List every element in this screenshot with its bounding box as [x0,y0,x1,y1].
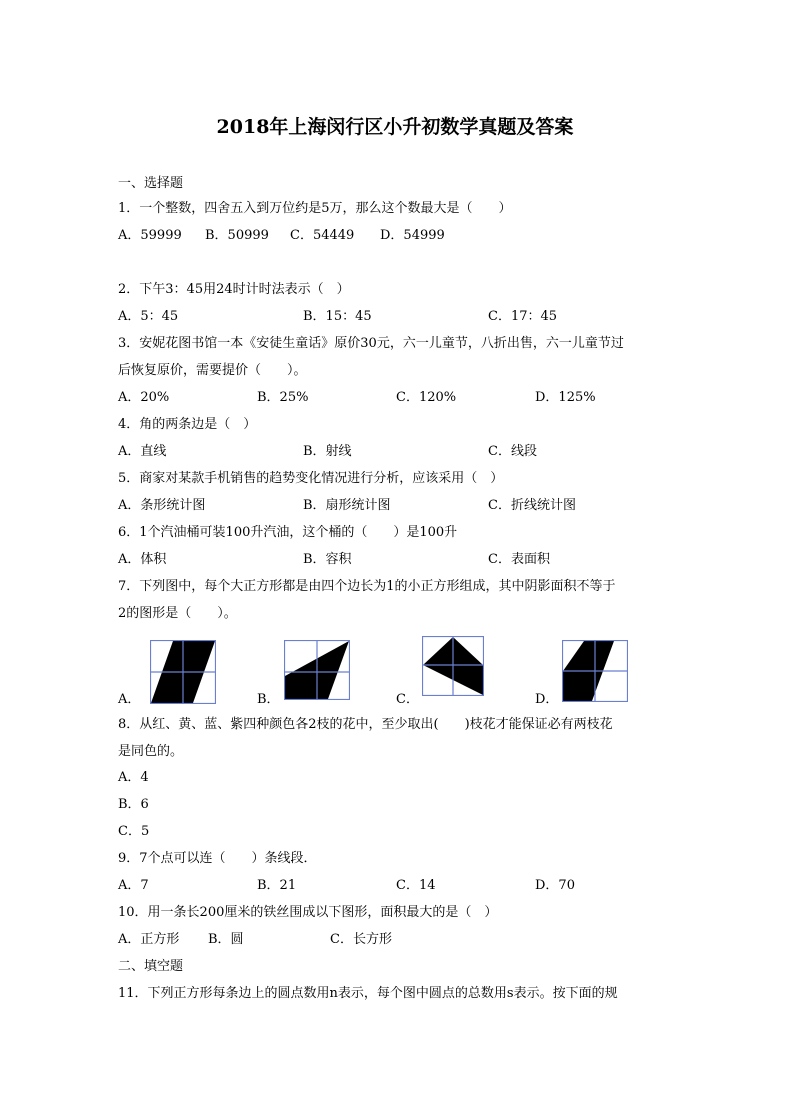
q5-option-a: A．条形统计图 [118,498,206,513]
question-5: 5．商家对某款手机销售的趋势变化情况进行分析，应该采用（ ） [118,471,504,486]
q3-option-b: B．25% [257,390,309,405]
question-4: 4．角的两条边是（ ） [118,417,257,432]
q2-option-c: C．17：45 [488,309,558,324]
q4-option-b: B．射线 [303,444,352,459]
question-7-line1: 7．下列图中，每个大正方形都是由四个边长为1的小正方形组成，其中阴影面积不等于 [118,579,616,594]
section-heading-fill: 二、填空题 [118,959,184,974]
q2-option-a: A．5：45 [118,309,179,324]
page-title: 2018年上海闵行区小升初数学真题及答案 [216,116,574,138]
q4-option-c: C．线段 [488,444,537,459]
section-heading-choice: 一、选择题 [118,176,184,191]
q1-option-a: A．59999 [118,228,182,243]
question-3-line2: 后恢复原价，需要提价（ ）。 [118,363,307,378]
q2-option-b: B．15：45 [303,309,372,324]
q9-option-c: C．14 [396,878,436,893]
question-6: 6．1个汽油桶可装100升汽油，这个桶的（ ）是100升 [118,525,458,540]
question-1: 1．一个整数，四舍五入到万位约是5万，那么这个数最大是（ ） [118,201,512,216]
question-11: 11．下列正方形每条边上的圆点数用n表示，每个图中圆点的总数用s表示。按下面的规 [118,986,618,1001]
q10-option-a: A．正方形 [118,932,180,947]
question-2: 2．下午3：45用24时计时法表示（ ） [118,282,350,297]
q7-option-a: A． [118,692,141,707]
q5-option-c: C．折线统计图 [488,498,576,513]
question-8-line1: 8．从红、黄、蓝、紫四种颜色各2枝的花中，至少取出( )枝花才能保证必有两枝花 [118,717,613,732]
q10-option-c: C．长方形 [330,932,392,947]
question-9: 9．7个点可以连（ ）条线段． [118,851,317,866]
q3-option-a: A．20% [118,390,170,405]
question-10: 10．用一条长200厘米的铁丝围成以下图形，面积最大的是（ ） [118,905,498,920]
q1-option-c: C．54449 [290,228,355,243]
q7-figure-c [422,636,484,696]
q9-option-b: B．21 [257,878,297,893]
q7-option-c: C． [396,692,419,707]
q1-option-b: B．50999 [205,228,269,243]
q7-option-b: B． [257,692,280,707]
q9-option-d: D．70 [535,878,575,893]
q10-option-b: B．圆 [208,932,244,947]
q7-figure-a [150,640,216,704]
q9-option-a: A．7 [118,878,149,893]
q7-option-d: D． [535,692,559,707]
q3-option-d: D．125% [535,390,596,405]
q1-option-d: D．54999 [380,228,445,243]
q7-figure-d [562,640,628,702]
q6-option-b: B．容积 [303,552,352,567]
q3-option-c: C．120% [396,390,457,405]
q7-figure-b [284,640,350,700]
q6-option-c: C．表面积 [488,552,550,567]
q8-option-b: B．6 [118,797,149,812]
question-3-line1: 3．安妮花图书馆一本《安徒生童话》原价30元，六一儿童节，八折出售，六一儿童节过 [118,336,624,351]
q8-option-a: A．4 [118,770,149,785]
q4-option-a: A．直线 [118,444,167,459]
question-8-line2: 是同色的。 [118,744,184,759]
q6-option-a: A．体积 [118,552,167,567]
q8-option-c: C．5 [118,824,150,839]
q5-option-b: B．扇形统计图 [303,498,391,513]
question-7-line2: 2的图形是（ ）。 [118,606,237,621]
